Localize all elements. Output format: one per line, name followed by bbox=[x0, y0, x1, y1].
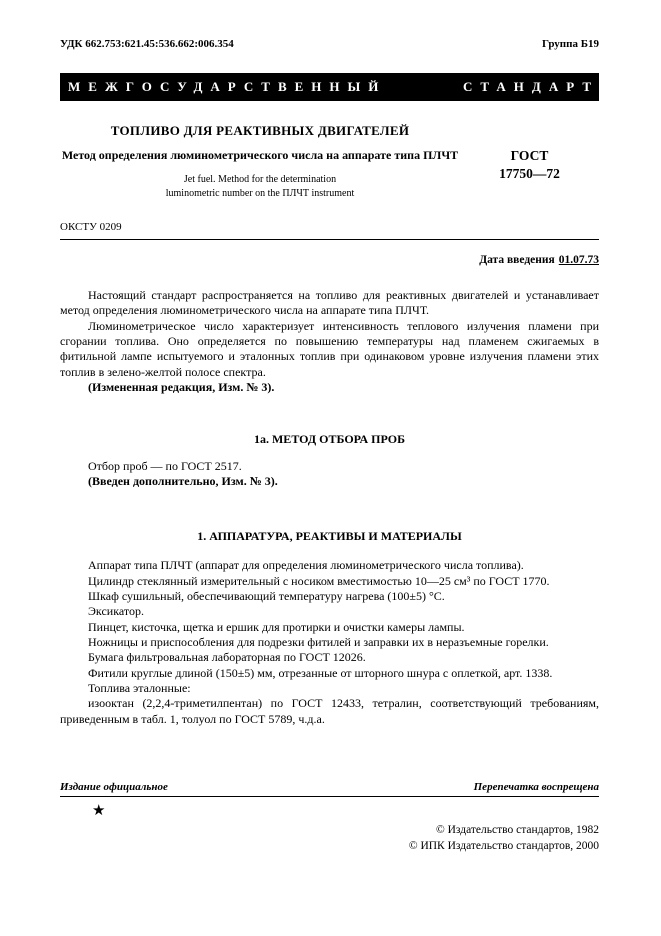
document-title: ТОПЛИВО ДЛЯ РЕАКТИВНЫХ ДВИГАТЕЛЕЙ bbox=[110, 123, 410, 138]
star-icon: ★ bbox=[92, 803, 106, 819]
english-title bbox=[60, 173, 460, 201]
apparatus-item: Фитили круглые длиной (150±5) мм, отрезанные от шторного шнура с оплеткой, арт. 1338. bbox=[88, 665, 553, 680]
banner-word-standart: СТАНДАРТ bbox=[462, 79, 599, 94]
english-title-line2: luminometric number on the ПЛЧТ instrument bbox=[165, 188, 355, 199]
apparatus-item: Аппарат типа ПЛЧТ (аппарат для определения люминометрического числа топлива). bbox=[88, 558, 524, 573]
banner-word-mezhgosudarstvennyi: МЕЖГОСУДАРСТВЕННЫЙ bbox=[68, 79, 387, 94]
gost-designation bbox=[460, 147, 599, 201]
standard-type-banner bbox=[60, 73, 599, 101]
introduction-date-line bbox=[60, 254, 599, 266]
copyright-block bbox=[409, 822, 599, 854]
apparatus-item: Эксикатор. bbox=[88, 604, 144, 619]
document-subtitle: Метод определения люминометрического числа на аппарате типа ПЛЧТ bbox=[61, 148, 459, 162]
udk-number: УДК 662.753:621.45:536.662:006.354 bbox=[60, 38, 234, 50]
apparatus-item: Топлива эталонные: bbox=[88, 681, 191, 696]
header-divider bbox=[60, 239, 599, 240]
section-1a-paragraph-1: Отбор проб — по ГОСТ 2517. bbox=[88, 458, 242, 473]
title-area bbox=[60, 123, 599, 201]
footer-notice-row bbox=[60, 781, 599, 797]
section-1a-heading: 1а. МЕТОД ОТБОРА ПРОБ bbox=[253, 431, 405, 446]
group-label: Группа Б19 bbox=[542, 38, 599, 50]
apparatus-item: Пинцет, кисточка, щетка и ершик для протирки и очистки камеры лампы. bbox=[88, 619, 465, 634]
official-edition-label: Издание официальное bbox=[60, 781, 168, 793]
title-column bbox=[60, 123, 460, 201]
apparatus-item: Бумага фильтровальная лабораторная по ГОСТ 12026. bbox=[88, 650, 366, 665]
gost-label: ГОСТ bbox=[510, 148, 549, 163]
intro-paragraph-1: Настоящий стандарт распространяется на топливо для реактивных двигателей и устанавливает метод определения люминометрического числа на аппарате типа ПЛЧТ. bbox=[60, 288, 599, 318]
section-1a-paragraph-2: (Введен дополнительно, Изм. № 3). bbox=[88, 473, 278, 488]
copyright-line-1982: © Издательство стандартов, 1982 bbox=[435, 824, 599, 836]
english-title-line1: Jet fuel. Method for the determination bbox=[183, 174, 337, 185]
amendment-note: (Измененная редакция, Изм. № 3). bbox=[88, 380, 275, 395]
gost-number: 17750—72 bbox=[499, 166, 560, 182]
copyright-line-2000: © ИПК Издательство стандартов, 2000 bbox=[408, 840, 599, 853]
introduction-date-value: 01.07.73 bbox=[558, 254, 599, 266]
apparatus-item: Шкаф сушильный, обеспечивающий температуру нагрева (100±5) °С. bbox=[88, 588, 445, 603]
section-1-heading: 1. АППАРАТУРА, РЕАКТИВЫ И МАТЕРИАЛЫ bbox=[197, 529, 462, 544]
apparatus-item: Цилиндр стеклянный измерительный с носиком вместимостью 10—25 см³ по ГОСТ 1770. bbox=[88, 573, 550, 588]
apparatus-item: изооктан (2,2,4-триметилпентан) по ГОСТ 12433, тетралин, соответствующий требованиям, приведенным в табл. 1, толуол по ГОСТ 5789, ч.д.а. bbox=[60, 696, 599, 726]
introduction-date-label: Дата введения bbox=[479, 254, 555, 266]
top-reference-line bbox=[60, 38, 599, 50]
intro-paragraph-2: Люминометрическое число характеризует интенсивность теплового излучения пламени при сгорании топлива. Оно определяется по повышению температуры над пламенем сжигаемых в фитильной лампе испытуемого и эталонных топлив при одинаковом уровне излучения пламени этих топлив в зелено-желтой полосе спектра. bbox=[60, 318, 599, 379]
apparatus-item: Ножницы и приспособления для подрезки фитилей и заправки их в неразъемные горелки. bbox=[88, 635, 549, 650]
reprint-prohibited-label: Перепечатка воспрещена bbox=[473, 781, 599, 793]
okstu-code: ОКСТУ 0209 bbox=[60, 221, 122, 233]
